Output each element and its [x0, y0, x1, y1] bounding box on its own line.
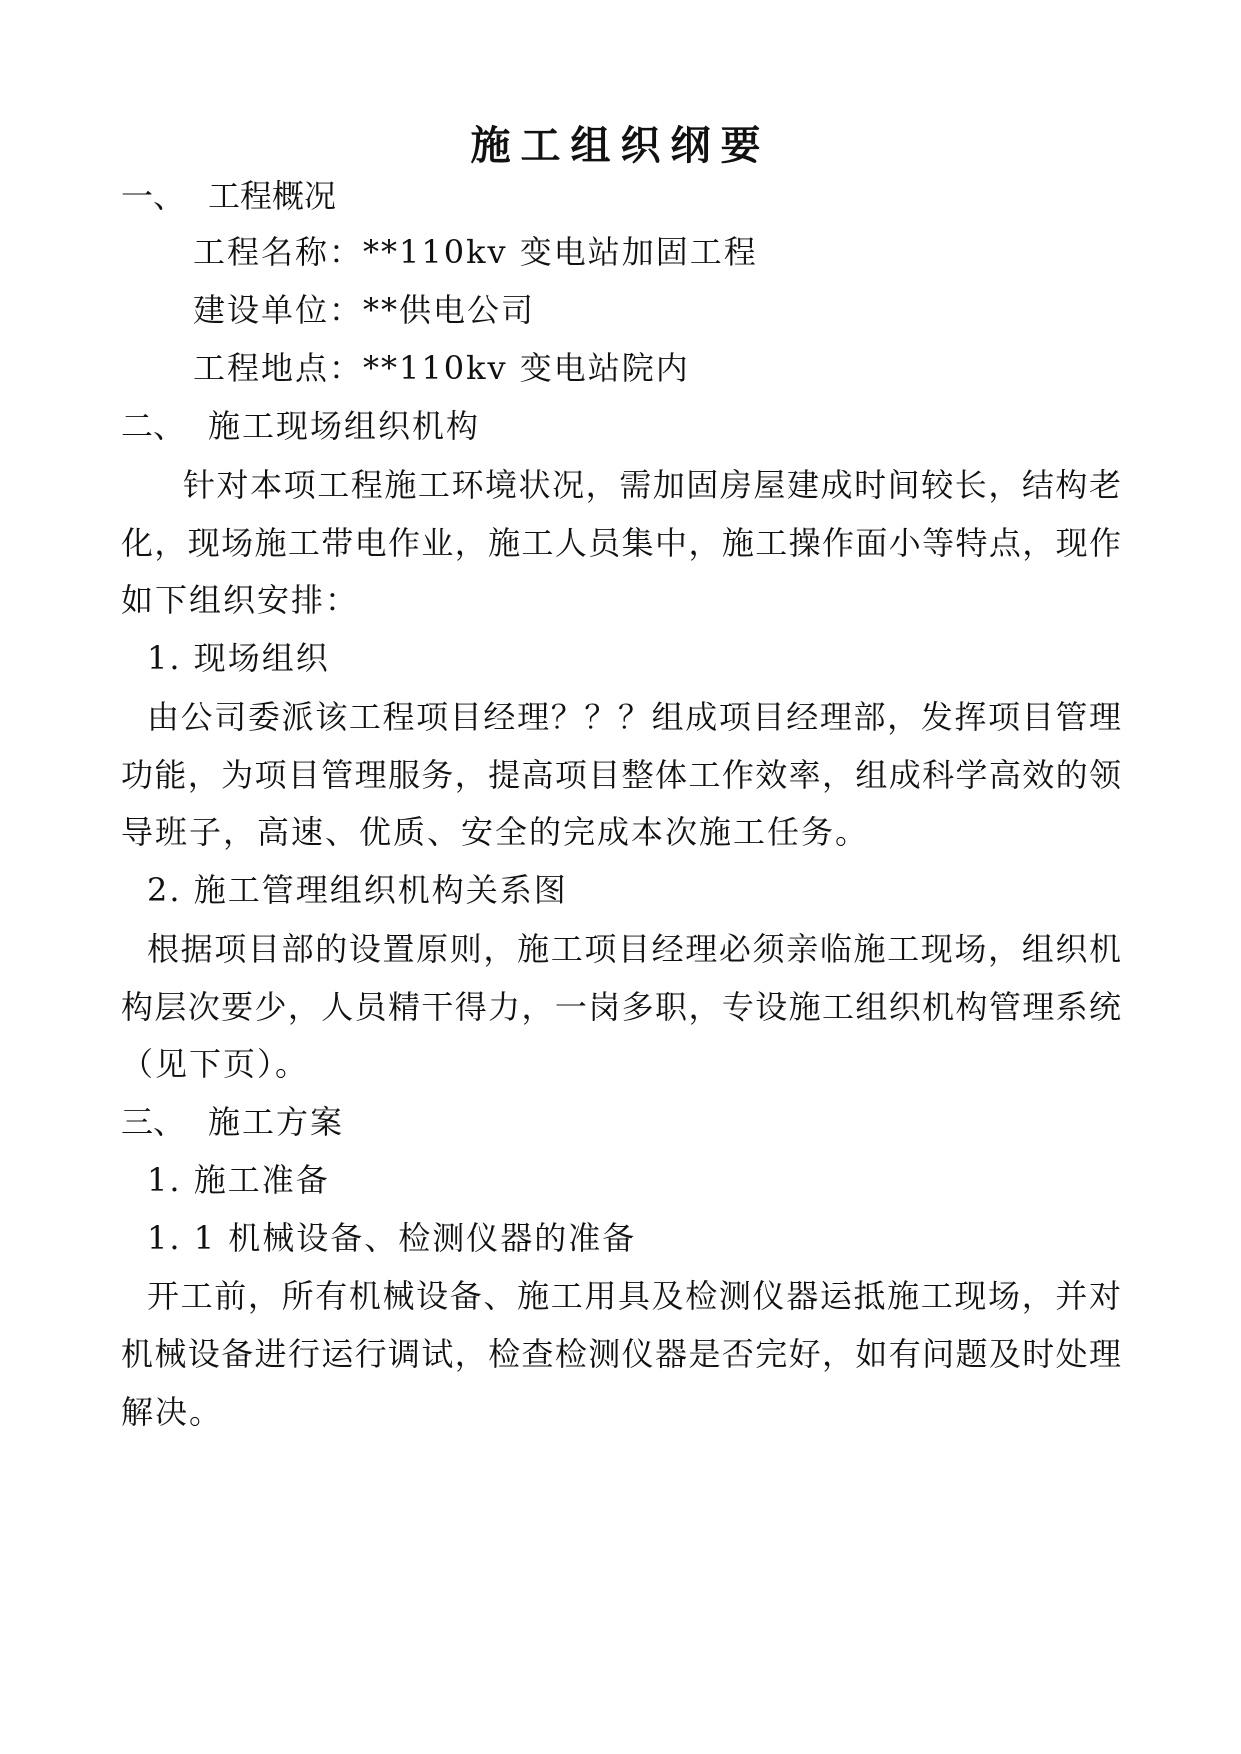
paragraph-line: （见下页）。	[121, 1045, 310, 1083]
document-title: 施工组织纲要	[470, 123, 771, 169]
subsection-heading: 1. 施工准备	[147, 1161, 330, 1199]
paragraph-line: 如下组织安排：	[121, 581, 360, 619]
subsection-heading: 1. 现场组织	[147, 639, 330, 677]
project-owner-line: 建设单位：**供电公司	[193, 291, 536, 329]
section-3-title: 施工方案	[208, 1103, 345, 1141]
section-1-number: 一、	[121, 177, 186, 215]
paragraph-line: 由公司委派该工程项目经理？？？组成项目经理部，发挥项目管理	[147, 698, 1121, 736]
section-2-heading	[121, 406, 480, 446]
paragraph-line: 解决。	[121, 1393, 224, 1431]
section-2-title: 施工现场组织机构	[208, 407, 481, 445]
subsection-heading: 2. 施工管理组织机构关系图	[147, 871, 568, 909]
project-location-line: 工程地点：**110kv 变电站院内	[193, 349, 690, 387]
paragraph-line: 导班子，高速、优质、安全的完成本次施工任务。	[121, 813, 870, 851]
paragraph-line: 功能，为项目管理服务，提高项目整体工作效率，组成科学高效的领	[121, 756, 1121, 794]
paragraph-line: 构层次要少，人员精干得力，一岗多职，专设施工组织机构管理系统	[121, 988, 1121, 1026]
section-3-heading	[121, 1102, 344, 1142]
section-1-heading	[121, 176, 336, 216]
section-3-number: 三、	[121, 1103, 186, 1141]
paragraph-line: 化，现场施工带电作业，施工人员集中，施工操作面小等特点，现作	[121, 524, 1121, 562]
section-2-number: 二、	[121, 407, 186, 445]
section-1-title: 工程概况	[208, 177, 337, 215]
paragraph-line: 针对本项工程施工环境状况，需加固房屋建成时间较长，结构老	[183, 466, 1121, 504]
paragraph-line: 根据项目部的设置原则，施工项目经理必须亲临施工现场，组织机	[147, 930, 1121, 968]
subsection-heading: 1. 1 机械设备、检测仪器的准备	[147, 1219, 637, 1257]
paragraph-line: 机械设备进行运行调试，检查检测仪器是否完好，如有问题及时处理	[121, 1335, 1121, 1373]
project-name-line: 工程名称：**110kv 变电站加固工程	[193, 233, 758, 271]
paragraph-line: 开工前，所有机械设备、施工用具及检测仪器运抵施工现场，并对	[147, 1277, 1121, 1315]
